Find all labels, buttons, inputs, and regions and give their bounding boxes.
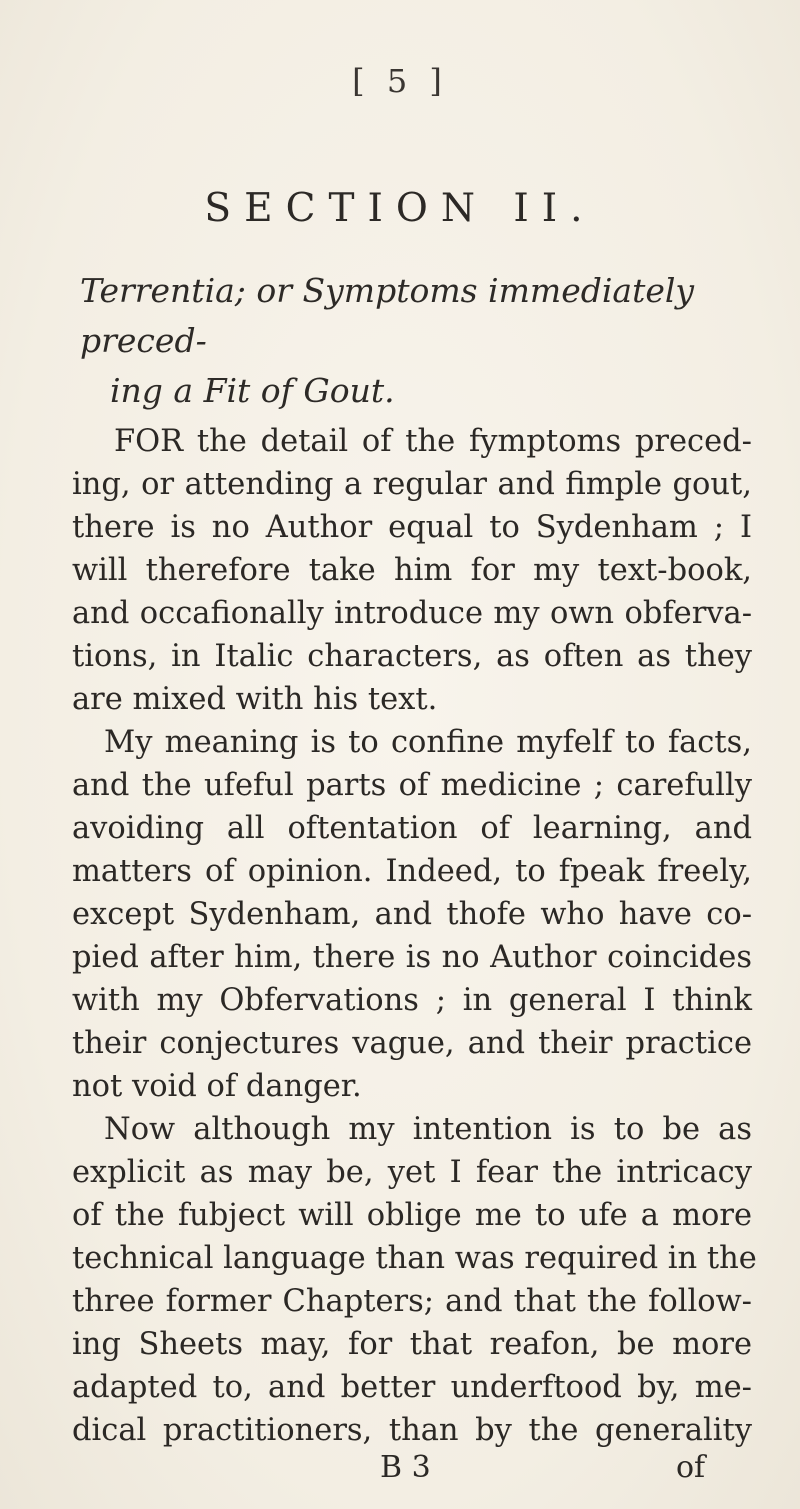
- signature-mark: B 3: [380, 1450, 431, 1485]
- text-line: will therefore take him for my text-book,: [72, 553, 752, 588]
- text-line: except Sydenham, and thofe who have co-: [72, 897, 752, 932]
- text-line: there is no Author equal to Sydenham ; I: [72, 510, 752, 545]
- text-line: explicit as may be, yet I fear the intricacy: [72, 1155, 752, 1190]
- text-line: three former Chapters; and that the follow-: [72, 1284, 752, 1319]
- section-heading: SECTION II.: [204, 186, 596, 231]
- text-line: dical practitioners, than by the generality: [72, 1413, 752, 1448]
- subtitle-line-2: ing a Fit of Gout.: [110, 371, 395, 410]
- text-line: their conjectures vague, and their practice: [72, 1026, 752, 1061]
- text-line: My meaning is to confine myfelf to facts,: [104, 725, 752, 760]
- text-line: not void of danger.: [72, 1069, 362, 1104]
- text-line: Now although my intention is to be as: [104, 1112, 752, 1147]
- text-line: with my Obfervations ; in general I think: [72, 983, 752, 1018]
- catchword: of: [676, 1450, 706, 1485]
- text-line: ing, or attending a regular and fimple gout,: [72, 467, 752, 502]
- text-line: are mixed with his text.: [72, 682, 438, 717]
- text-line: technical language than was required in the: [72, 1241, 757, 1276]
- subtitle-line-1: Terrentia; or Symptoms immediately preced-: [80, 271, 695, 360]
- text-line: tions, in Italic characters, as often as they: [72, 639, 752, 674]
- page-number: [ 5 ]: [352, 62, 448, 100]
- section-subtitle: [80, 266, 740, 416]
- body-text: [72, 420, 757, 1452]
- text-line: avoiding all oftentation of learning, and: [72, 811, 752, 846]
- text-line: pied after him, there is no Author coincides: [72, 940, 752, 975]
- text-line: matters of opinion. Indeed, to fpeak freely,: [72, 854, 752, 889]
- text-line: and the ufeful parts of medicine ; carefully: [72, 768, 752, 803]
- text-line: and occafionally introduce my own obferva-: [72, 596, 752, 631]
- text-line: FOR the detail of the fymptoms preced-: [114, 424, 752, 459]
- text-line: ing Sheets may, for that reafon, be more: [72, 1327, 752, 1362]
- text-line: of the fubject will oblige me to ufe a more: [72, 1198, 752, 1233]
- text-line: adapted to, and better underftood by, me-: [72, 1370, 752, 1405]
